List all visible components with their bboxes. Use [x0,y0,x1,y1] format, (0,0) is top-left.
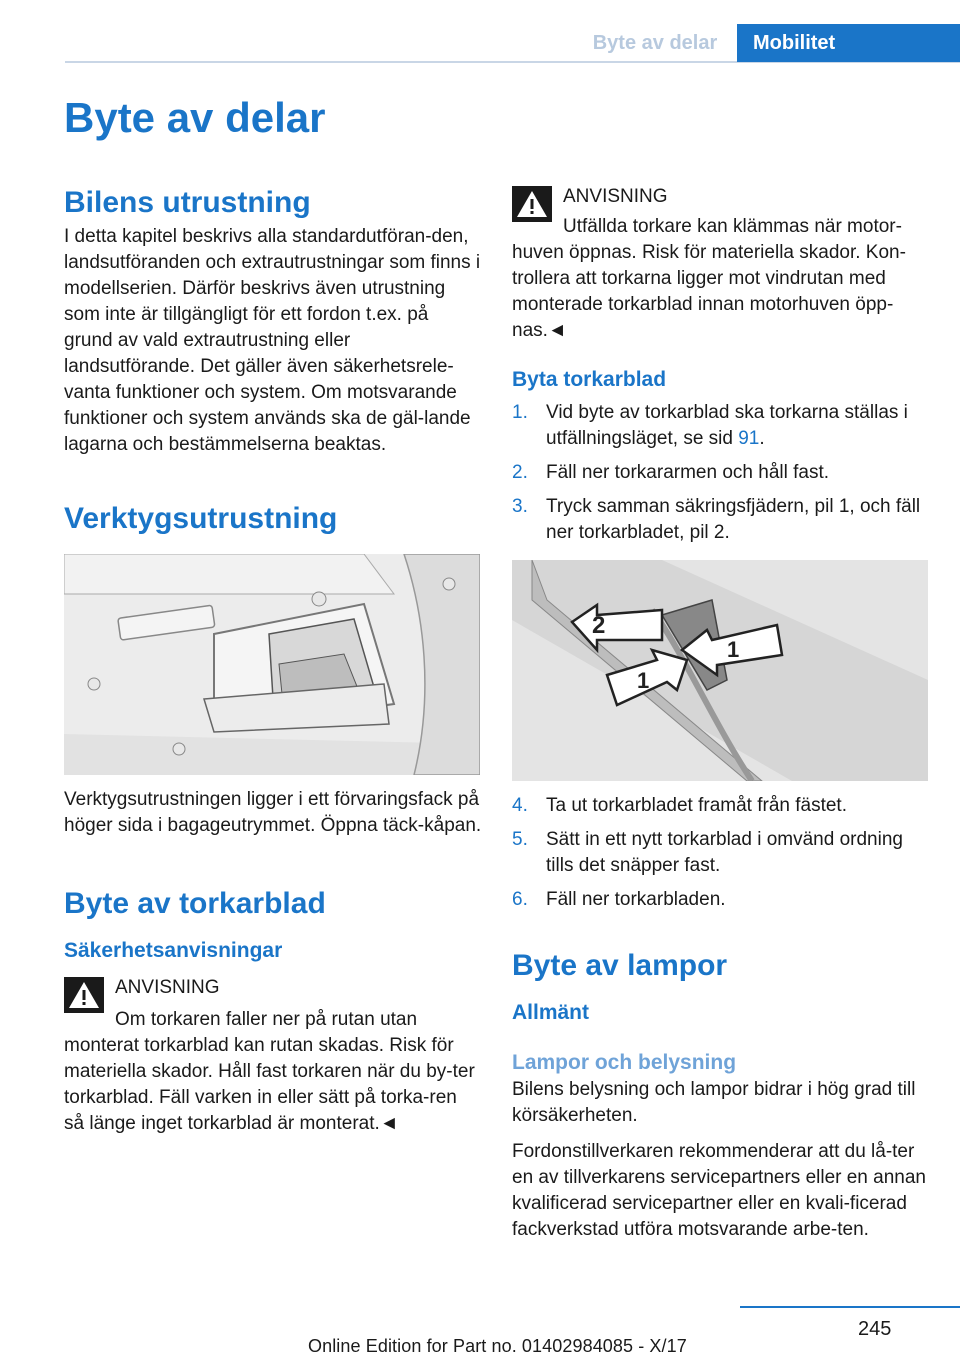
paragraph-tools: Verktygsutrustningen ligger i ett förvaringsfack på höger sida i bagageutrymmet. Öppna täck-kåpan. [64,789,482,836]
paragraph-recommend: Fordonstillverkaren rekommenderar att du lå-ter en av tillverkarens servicepartners eller en annan kvalificerad servicepartner eller en kvali-ficerad fackverkstad utföra motsvarande arbe-ten. [512,1141,926,1240]
heading-lighting: Lampor och belysning [512,1051,737,1074]
step-text-part: Vid byte av torkarblad ska torkarna ställas i utfällningsläget, se sid [546,402,908,449]
arrow-1-upper-label: 1 [727,637,740,662]
step-text: Fäll ner torkararmen och håll fast. [546,462,830,483]
heading-tools: Verktygsutrustning [64,502,338,535]
paragraph-equipment: I detta kapitel beskrivs alla standardutföran-den, landsutföranden och extrautrustningar som finns i modellserien. Därför beskrivs även utrustning som inte är tillgängligt för ett fordon t.ex. på grund av vald extrautrustning eller landsutförande. Det gäller även säkerhetsrele-vanta funktioner och system. Om motsvarande funktioner och system används ska de gäl-lande lagarna och bestämmelserna beaktas. [64,226,481,455]
step-text: Fäll ner torkarbladen. [546,889,726,910]
list-item [512,793,930,819]
heading-safety: Säkerhetsanvisningar [64,939,283,962]
heading-lamps: Byte av lampor [512,949,728,982]
wiper-figure [512,560,928,781]
warning-2-text-first: Utfällda torkare kan klämmas när motor- [563,216,902,237]
edition-footer: Online Edition for Part no. 01402984085 - X/17 [308,1336,687,1356]
step-text-end: . [759,428,765,449]
heading-general: Allmänt [512,1001,590,1024]
step-number: 6. [512,889,528,910]
list-item [512,460,930,486]
list-item [512,494,930,546]
header-chapter-tab: Mobilitet [737,24,960,62]
steps-list-b [512,793,930,913]
list-item [512,887,930,913]
warning-2-title: ANVISNING [563,186,668,207]
step-number: 3. [512,496,528,517]
left-column [64,184,482,1137]
step-number: 2. [512,462,528,483]
step-number: 5. [512,829,528,850]
arrow-2-label: 2 [592,612,606,639]
warning-2-text-rest: huven öppnas. Risk för materiella skador. Kon-trollera att torkarna ligger mot vindrutan med monterade torkarblad innan motorhuven öpp-nas.◄ [512,242,906,341]
heading-wiper-change: Byte av torkarblad [64,887,326,920]
step-text: Tryck samman säkringsfjädern, pil 1, och fäll ner torkarbladet, pil 2. [546,496,921,543]
warning-triangle-icon [64,977,104,1013]
page-number: 245 [858,1318,892,1340]
warning-box-2 [512,184,930,344]
footer-rule [740,1306,960,1308]
step-text [546,400,930,452]
list-item [512,400,930,452]
step-text: Ta ut torkarbladet framåt från fästet. [546,795,847,816]
warning-1-title: ANVISNING [115,977,220,998]
warning-triangle-icon [512,186,552,222]
page-title: Byte av delar [64,94,326,141]
paragraph-lighting: Bilens belysning och lampor bidrar i hög grad till körsäkerheten. [512,1079,916,1126]
warning-1-text-rest: monterat torkarblad kan rutan skadas. Risk för materiella skador. Håll fast torkaren när du by-ter torkarblad. Fäll varken in eller sätt på torka-ren så länge inget torkarblad är monterat.◄ [64,1035,475,1134]
step-text: Sätt in ett nytt torkarblad i omvänd ordning tills det snäpper fast. [546,829,903,876]
warning-box-1 [64,975,482,1137]
tool-kit-illustration [64,554,480,775]
arrow-1-lower-label: 1 [637,668,650,693]
step-number: 4. [512,795,528,816]
tool-kit-figure [64,554,480,775]
list-item [512,827,930,879]
page-reference-link[interactable]: 91 [738,428,760,449]
heading-change-wiper: Byta torkarblad [512,368,667,391]
steps-list-a [512,400,930,546]
step-number: 1. [512,402,528,423]
warning-1-text-first: Om torkaren faller ner på rutan utan [115,1009,418,1030]
right-column [512,184,930,1243]
heading-equipment: Bilens utrustning [64,186,311,219]
header-section-label: Byte av delar [592,31,718,54]
wiper-illustration [512,560,928,781]
